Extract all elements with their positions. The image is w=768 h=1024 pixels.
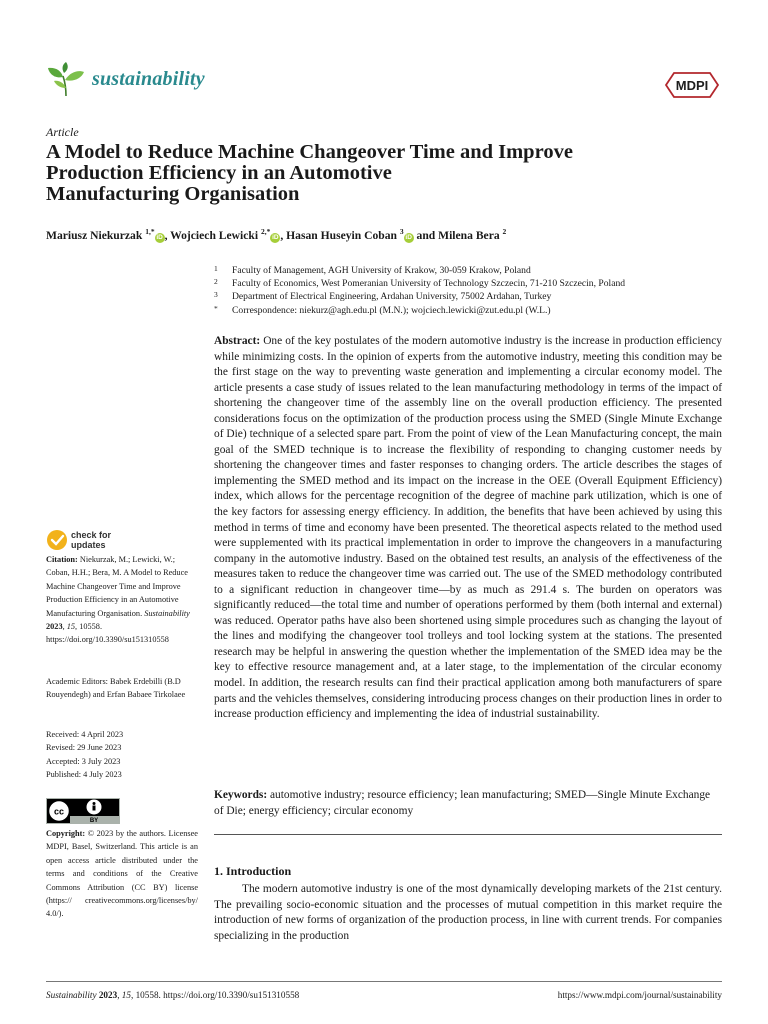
affiliation-item [214,264,625,277]
license-badge-text: BY [89,818,99,824]
orcid-icon[interactable]: iD [405,233,412,241]
citation-year: 2023 [46,622,63,632]
revised-date: Revised: 29 June 2023 [46,743,122,753]
section-heading: 1. Introduction [214,864,292,878]
citation-journal: Sustainability [144,608,190,618]
citation-volume: 15 [66,622,76,632]
abstract-label: Abstract: [214,335,261,347]
abstract-text: One of the key postulates of the modern automotive industry is the increase in production efficiency while minimizing costs. In the opinion of experts from the automotive industry, meeting this condition may be the first stage on the way to preventing waste generation and implementing a circular economy model. The article presents a case study of issues related to the lean manufacturing methodology in terms of the impact of shortening the changeover time of the assembly line on the overall production efficiency. The presented considerations focus on the optimization of the production process using the SMED (Single Minute Exchange of Die) technique of a selected spare part. From the point of view of the Lean Manufacturing concept, the main goal of the SMED technique is to increase the flexibility of responding to changing customer needs by shortening the changeover times and faster responses to changing orders. The article describes the stages of implementing the SMED method and its impact on the increase in the OEE (Overall Equipment Efficiency) index, which allows for the percentage recognition of the degree of machine park utilization, which is one of the key factors for assessing energy efficiency. In addition, the benefits that have been achieved by using this method in terms of time and economy have been presented. The theoretical aspects related to the method used were supplemented with its practical implementation in order to improve the changeovers in a manufacturing company in the automotive industry. Based on the obtained test results, an analysis of the effectiveness of the measures taken to reduce the changeover time was carried out. The use of the SMED methodology contributed to a significant reduction in changeover time—by as much as 291.4 s. The burden on operators was significantly reduced—the total time and number of operations performed by them (both internal and external) was reduced. Operator paths have also been shortened using simple procedures such as changing the layout of the lines and modifying the changeover tool trolleys and tool locking system at the stations. The presented research may be helpful in answering the question whether the implementation of the SMED idea may be the key to effective resource management and, at a later stage, to the implementation of the circular economy model. In addition, the research results can find their practical application among both manufacturers of spare parts and the vehicles themselves, considering introducing process changes on their production lines in order to increase production efficiency and implementing the idea of industrial sustainability. [214,335,722,721]
author-name[interactable]: Milena Bera [438,228,500,242]
citation-authors: Niekurzak, M.; Lewicki, W.; Coban, H.H.; Bera, M. A Model to Reduce Machine Changeover Time and Improve Production Efficiency in an Automotive Manufacturing Organisation. [46,555,188,618]
sustainability-leaf-logo-icon [46,62,86,98]
author-affil-sup: 3 [399,227,404,236]
keywords [214,788,722,819]
keywords-label: Keywords: [214,789,268,801]
keywords-text: automotive industry; resource efficiency; lean manufacturing; SMED—Single Minute Exchange of Die; energy efficiency; circular economy [214,789,711,817]
article-title [46,142,726,205]
affiliation-item [214,277,625,290]
footer-volume: 15 [121,990,131,1000]
check-for-updates-icon[interactable] [46,528,146,552]
affiliation-number: 1 [214,264,218,273]
affiliation-text: Department of Electrical Engineering, Ardahan University, 75002 Ardahan, Turkey [232,291,552,303]
affiliation-text: Faculty of Management, AGH University of Krakow, 30-059 Krakow, Poland [232,265,531,276]
accepted-date: Accepted: 3 July 2023 [46,756,121,766]
footer-journal-url[interactable]: https://www.mdpi.com/journal/sustainability [557,990,722,1000]
citation-block: Citation: Niekurzak, M.; Lewicki, W.; Coban, H.H.; Bera, M. A Model to Reduce Machine Changeover Time and Improve Production Efficiency in an Automotive Manufacturing Organisation. Sustainability 2023, 15, 10558. https://doi.org/10.3390/su151310558 [46,555,190,645]
affiliation-item [214,290,625,303]
academic-editors: Academic Editors: Babek Erdebilli (B.D Rouyendegh) and Erfan Babaee Tirkolaee [46,677,186,700]
article-type: Article [46,125,79,139]
author-affil-sup: 1,* [145,227,155,236]
mdpi-logo-icon [664,71,720,99]
author-list [46,227,506,243]
footer-year: 2023 [98,990,118,1000]
affiliation-number: 3 [214,290,218,300]
journal-name: sustainability [92,68,205,90]
affiliation-text: Faculty of Economics, West Pomeranian University of Technology Szczecin, 71-210 Szczecin, Poland [232,278,626,290]
citation-doi[interactable]: , 10558. https://doi.org/10.3390/su151310558 [46,622,169,645]
copyright-block [46,827,198,921]
copyright-text: © 2023 by the authors. Licensee MDPI, Basel, Switzerland. This article is an open access article distributed under the terms and conditions of the Creative Commons Attribution (CC BY) license (https:// creativecommons.org/licenses/by/ 4.0/). [46,829,198,919]
footer-citation: Sustainability 2023, 15, 10558. https://doi.org/10.3390/su151310558 [46,990,300,1000]
citation-label: Citation: [46,555,78,564]
cc-by-license-icon[interactable] [46,798,120,824]
svg-text:cc: cc [53,806,65,817]
correspondence-text[interactable]: Correspondence: niekurz@agh.edu.pl (M.N.); wojciech.lewicki@zut.edu.pl (W.L.) [232,304,551,316]
author-name[interactable]: Wojciech Lewicki [170,228,259,242]
author-affil-sup: 2,* [260,227,271,236]
mdpi-logo-text: MDPI [675,78,709,93]
correspondence-item [214,304,625,317]
affiliation-number: 2 [214,277,218,287]
author-name[interactable]: Mariusz Niekurzak [46,228,143,242]
published-date: Published: 4 July 2023 [46,770,122,780]
orcid-icon[interactable]: iD [272,233,279,241]
author-affil-sup: 2 [502,227,507,236]
section-body: The modern automotive industry is one of the most dynamically developing markets of the 21st century. The prevailing socio-economic situation and the processes of mutual competition in this market require the introduction of new forms of organization of the production process, in line with current trends. For companies specializing in the production [214,883,722,942]
footer-doi[interactable]: , 10558. https://doi.org/10.3390/su151310558 [130,990,300,1000]
footer-divider [46,981,722,982]
author-separator: , [280,228,287,242]
affiliations [214,264,625,317]
affiliation-number: * [214,303,218,313]
orcid-icon[interactable]: iD [156,233,163,241]
author-separator: , [164,228,171,242]
title-line-1: A Model to Reduce Machine Changeover Time and Improve [46,141,573,163]
check-updates-line2: updates [71,540,106,550]
footer-journal: Sustainability [46,990,97,1000]
title-line-2: Production Efficiency in an Automotive [46,162,392,184]
abstract [214,334,722,723]
title-line-3: Manufacturing Organisation [46,183,300,205]
author-and: and [413,228,439,242]
check-updates-line1: check for [71,530,112,540]
author-name[interactable]: Hasan Huseyin Coban [286,228,397,242]
received-date: Received: 4 April 2023 [46,730,124,739]
copyright-label: Copyright: [46,829,86,838]
publication-dates [46,728,198,782]
section-divider [214,834,722,835]
